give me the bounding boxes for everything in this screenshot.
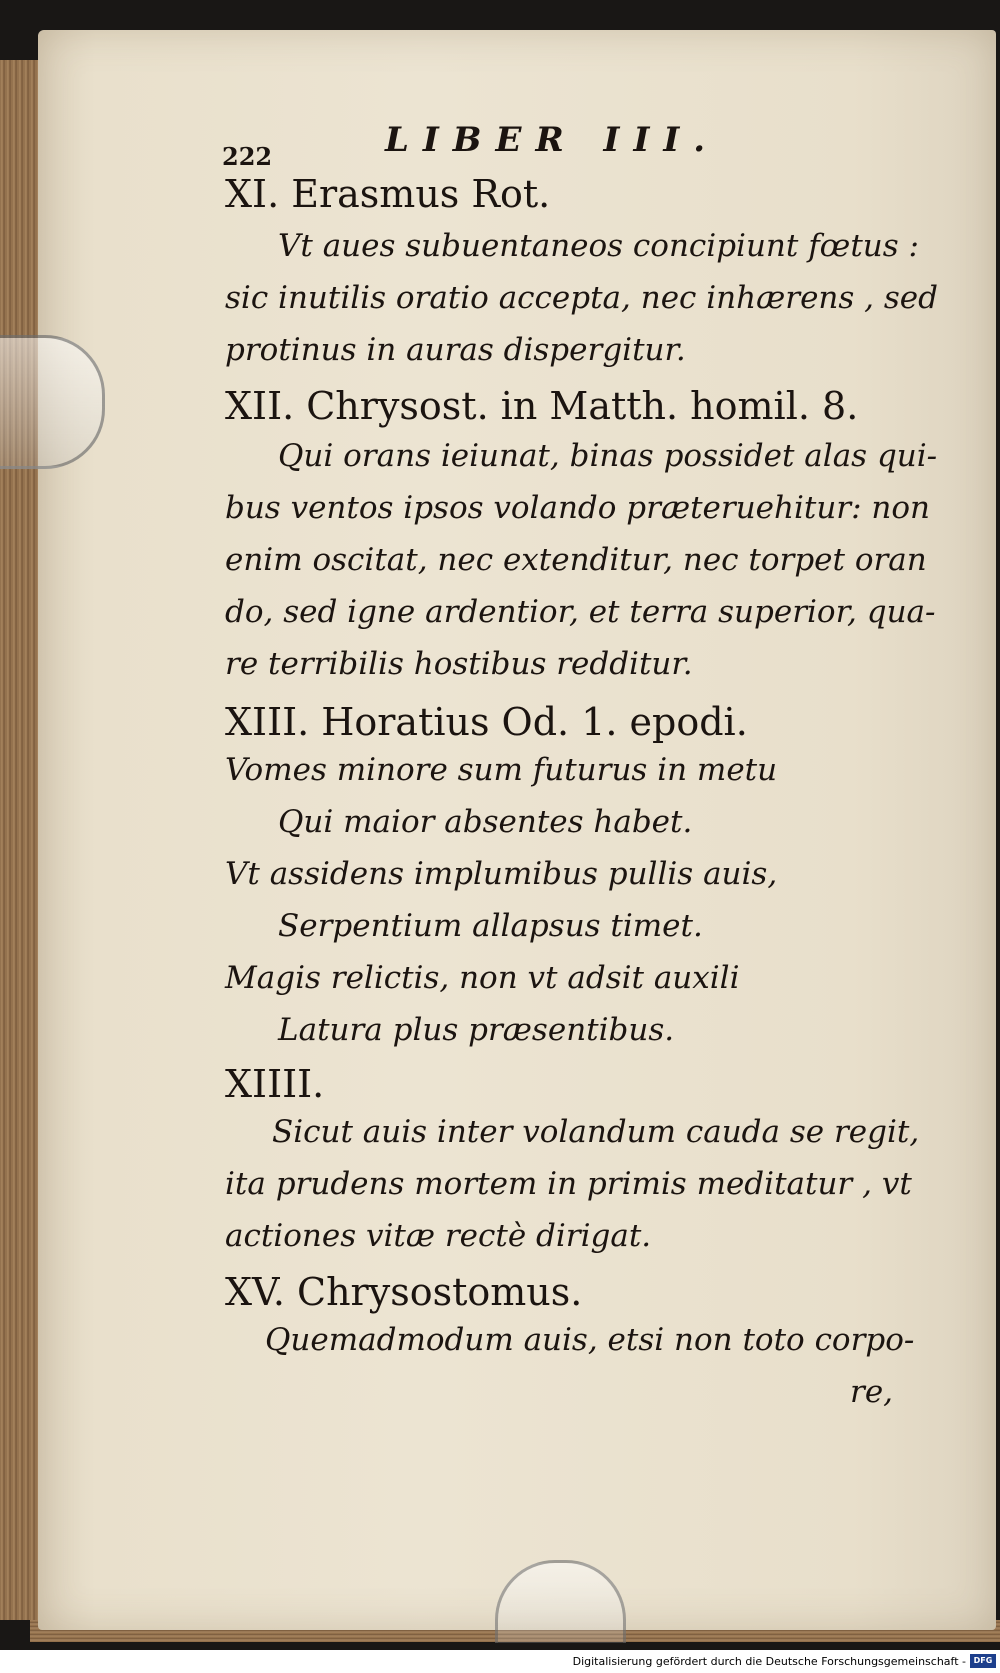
text-line: Latura plus præsentibus. — [278, 1012, 675, 1048]
page-clip-left — [0, 335, 105, 469]
text-line: sic inutilis oratio accepta, nec inhærens , sed — [225, 280, 938, 316]
text-line: XII. Chrysost. in Matth. homil. 8. — [225, 384, 859, 428]
text-line: ita prudens mortem in primis meditatur , vt — [225, 1166, 912, 1202]
text-line: Serpentium allapsus timet. — [278, 908, 703, 944]
show-through-bleed — [898, 140, 1000, 1440]
text-line: Qui orans ieiunat, binas possidet alas qui- — [278, 438, 938, 474]
dfg-logo-icon: DFG — [970, 1654, 996, 1668]
text-line: protinus in auras dispergitur. — [225, 332, 686, 368]
text-line: Quemadmodum auis, etsi non toto corpo- — [265, 1322, 915, 1358]
text-line: Vt assidens implumibus pullis auis, — [225, 856, 778, 892]
running-title: LIBER III. — [385, 120, 720, 160]
text-line: XI. Erasmus Rot. — [225, 172, 551, 216]
text-line: bus ventos ipsos volando præteruehitur: non — [225, 490, 931, 526]
text-line: XIII. Horatius Od. 1. epodi. — [225, 700, 748, 744]
text-line: re, — [850, 1374, 894, 1410]
text-line: Qui maior absentes habet. — [278, 804, 693, 840]
page-number: 222 — [222, 142, 273, 171]
text-line: Sicut auis inter volandum cauda se regit, — [272, 1114, 920, 1150]
text-line: do, sed igne ardentior, et terra superior, qua- — [225, 594, 936, 630]
text-line: Vt aues subuentaneos concipiunt fœtus : — [278, 228, 919, 264]
text-line: Magis relictis, non vt adsit auxili — [225, 960, 740, 996]
book-page-edge — [0, 60, 42, 1620]
text-line: XV. Chrysostomus. — [225, 1270, 583, 1314]
text-line: Vomes minore sum futurus in metu — [225, 752, 778, 788]
digitization-footer — [0, 1650, 1000, 1673]
text-line: enim oscitat, nec extenditur, nec torpet oran — [225, 542, 927, 578]
text-line: XIIII. — [225, 1062, 325, 1106]
text-line: re terribilis hostibus redditur. — [225, 646, 693, 682]
text-line: actiones vitæ rectè dirigat. — [225, 1218, 652, 1254]
footer-credit: Digitalisierung gefördert durch die Deutsche Forschungsgemeinschaft - — [572, 1655, 966, 1668]
